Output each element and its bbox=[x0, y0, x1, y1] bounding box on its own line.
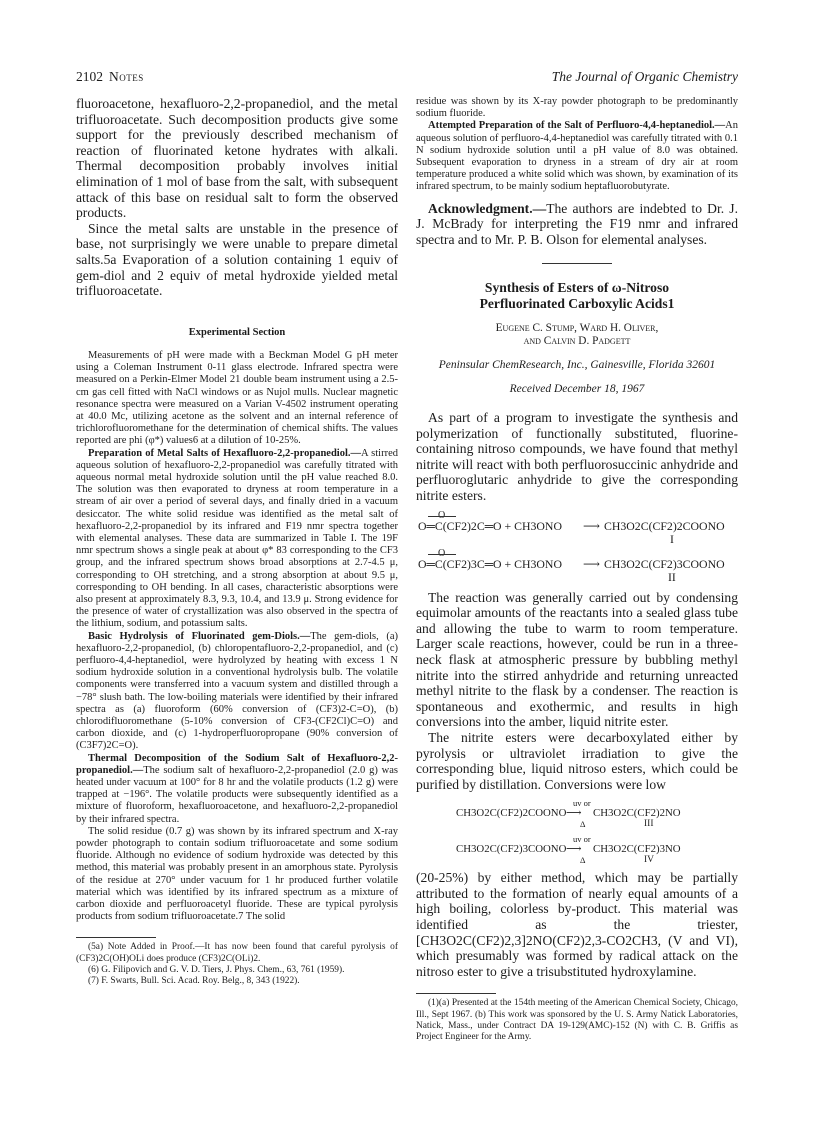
footnote-rule bbox=[416, 993, 496, 994]
body-paragraph-1: As part of a program to investigate the synthesis and polymerization of functionally substituted, fluorine-containing nitroso compounds, we have found that methyl nitrite will react with both perfluorosuccinic anhydride and perfluoroglutaric anhydride to give the corresponding nitrite esters. bbox=[416, 410, 738, 503]
footnote-5a: (5a) Note Added in Proof.—It has now been found that careful pyrolysis of (CF3)2C(OH)OLi does produce (CF3)2C(OLi)2. bbox=[76, 942, 398, 964]
reaction-arrow: ⟶ bbox=[583, 556, 600, 571]
arrow-condition-top: uv or bbox=[573, 798, 591, 809]
reactant: CH3O2C(CF2)3COONO bbox=[456, 843, 567, 856]
body-paragraph-3: The nitrite esters were decarboxylated either by pyrolysis or ultraviolet irradiation to give the corresponding blue, liquid nitroso esters, which could be purified by distillation. Conversions were low bbox=[416, 729, 738, 792]
footnote-rule bbox=[76, 937, 156, 938]
hydrolysis-paragraph: Basic Hydrolysis of Fluorinated gem-Diols.—The gem-diols, (a) hexafluoro-2,2-propanediol, (b) chloropentafluoro-2,2-propanediol, and (c) perfluoro-4,4-heptanediol, were hydrolyzed by heating with excess 1 N sodium hydroxide solution in a conventional hydrolysis bulb. The volatile components were transferred into a vacuum system and distilled through a −78° slush bath. The low-boiling materials were identified by their infrared spectra as (a) fluoroform (60% conversion of (CF3)2-C=O), (b) chlorodifluoromethane (5-10% conversion of CF3-(CF2Cl)C=O) and carbon dioxide, and (c) 1-hydroperfluoropropane (90% conversion of (C3F7)2C=O). bbox=[76, 630, 398, 752]
intro-paragraph-2: Since the metal salts are unstable in the presence of base, not surprisingly we were unable to prepare dimetal salts.5a Evaporation of a solution containing 1 equiv of gem-diol and 2 equiv of metal hydroxide yielded metal trifluoroacetate. bbox=[76, 220, 398, 299]
running-header bbox=[76, 69, 738, 89]
solid-residue-paragraph: The solid residue (0.7 g) was shown by its infrared spectrum and X-ray powder photograph to contain sodium trifluoroacetate and some sodium fluoride. Although no evidence of sodium hydroxide was detected by this method, this material was probably present in an amorphous state. Pyrolysis of the residue at 270° under vacuum for 1 hr produced further volatile material which was identified by its infrared spectrum as a mixture of carbon dioxide and perfluoroacetyl fluoride. These are typical pyrolysis products from sodium trifluoroacetate.7 The solid bbox=[76, 825, 398, 923]
reaction-arrow: ⟶ bbox=[566, 843, 582, 856]
thermal-title: Thermal Decomposition of the Sodium Salt of Hexafluoro-2,2-propanediol.— bbox=[76, 752, 398, 776]
arrow-condition-top: uv or bbox=[573, 834, 591, 845]
footnote-7: (7) F. Swarts, Bull. Sci. Acad. Roy. Belg., 8, 343 (1922). bbox=[88, 976, 300, 987]
footnote-6: (6) G. Filipovich and G. V. D. Tiers, J. Phys. Chem., 63, 761 (1959). bbox=[88, 964, 345, 975]
product: CH3O2C(CF2)3COONO bbox=[604, 556, 725, 571]
attempted-title: Attempted Preparation of the Salt of Perfluoro-4,4-heptanediol.— bbox=[428, 120, 726, 132]
compound-label: I bbox=[670, 531, 674, 546]
reactant: CH3O2C(CF2)2COONO bbox=[456, 807, 567, 820]
section-name: Notes bbox=[109, 69, 144, 84]
journal-title: The Journal of Organic Chemistry bbox=[551, 69, 738, 84]
reactants: O═C(CF2)2C═O + CH3ONO bbox=[418, 518, 562, 533]
continued-paragraph: residue was shown by its X-ray powder photograph to be predominantly sodium fluoride. bbox=[416, 96, 738, 120]
article-title: Synthesis of Esters of ω-Nitroso Perfluorinated Carboxylic Acids1 bbox=[479, 280, 675, 311]
compound-label: III bbox=[644, 819, 654, 830]
product: CH3O2C(CF2)2NO bbox=[593, 807, 681, 820]
acknowledgment: Acknowledgment.—The authors are indebted to Dr. J. J. McBrady for interpreting the F19 nmr and infrared spectra and to Mr. P. B. Olson for elemental analyses. bbox=[416, 200, 738, 247]
equation-4 bbox=[416, 832, 738, 870]
compound-label: IV bbox=[644, 855, 655, 866]
product: CH3O2C(CF2)3NO bbox=[593, 843, 681, 856]
body-paragraph-2: The reaction was generally carried out by condensing equimolar amounts of the reactants into a sealed glass tube and allowing the tube to warm to room temperature. Larger scale reactions, however, could be run in a three-neck flask at atmospheric pressure by bubbling methyl nitrite into the stirred anhydride and returning unreacted methyl nitrite to the flask by a condenser. The reaction is spontaneous and exothermic, and results in high conversions into the amber, liquid nitrite ester. bbox=[416, 589, 738, 730]
ring-oxygen: O bbox=[438, 547, 446, 559]
ring-bond bbox=[428, 516, 456, 517]
experimental-heading: Experimental Section bbox=[188, 326, 286, 338]
equation-1 bbox=[416, 510, 738, 546]
intro-paragraph-1: fluoroacetone, hexafluoro-2,2-propanediol, and the metal trifluoroacetate. Such decomposition products give some support for the previously described mechanism of reaction of fluorinated ketone hydrates with alkali. Thermal decomposition probably involves initial elimination of 1 mol of base from the salt, with subsequent attack of this base on residual salt to form the observed products. bbox=[76, 96, 398, 221]
experimental-paragraph: Measurements of pH were made with a Beckman Model G pH meter using a Coleman Instrument 0-11 glass electrode. Infrared spectra were measured on a Perkin-Elmer Model 21 double beam instrument using a 2.5-cm gas cell fitted with NaCl windows or as Nujol mulls. Nuclear magnetic resonance spectra were measured on a Varian V-4502 instrument operating at 40.0 Mc, utilizing acetone as the solvent and an internal reference of trichlorofluoromethane for the determination of chemical shifts. The values reported are phi (φ*) values6 at a dilution of 10-25%. bbox=[76, 349, 398, 447]
footnote-1: (1)(a) Presented at the 154th meeting of the American Chemical Society, Chicago, Ill., Sept 1967. (b) This work was sponsored by the U. S. Army Natick Laboratories, Natick, Mass., under Contract DA 19-129(AMC)-152 (N) with C. B. Griffis as Project Engineer for the Army. bbox=[416, 998, 738, 1043]
body-paragraph-4: (20-25%) by either method, which may be partially attributed to the formation of nearly equal amounts of a high boiling, colorless by-product. This material was identified as the triester, [CH3O2C(CF2)2,3]2NO(CF2)2,3-CO2CH3, (V and VI), which presumably was formed by radical attack on the nitroso ester to give a trisubstituted hydroxylamine. bbox=[416, 870, 738, 979]
product: CH3O2C(CF2)2COONO bbox=[604, 518, 725, 533]
equation-2 bbox=[416, 546, 738, 586]
left-column bbox=[76, 96, 398, 987]
equation-3 bbox=[416, 796, 738, 832]
preparation-paragraph: Preparation of Metal Salts of Hexafluoro-2,2-propanediol.—A stirred aqueous solution of hexafluoro-2,2-propanediol was carefully titrated with aqueous normal metal hydroxide solution until the pH value reached 8.0. The solution was then evaporated to dryness at room temperature in a stream of air over a period of several days, and finally dried in a vacuum desiccator. The white solid residue was identified as the metal salt of hexafluoro-2,2-propanediol by its infrared and F19 nmr spectra together with elemental analyses. These data are summarized in Table I. The 19F nmr spectrum shows a single peak at about φ* 83 corresponding to the CF3 group, and the infrared spectrum shows broad absorptions at 2.7-4.5 μ, corresponding to OH stretching, and a strong absorption at about 9.5 μ, corresponding to OH bending. In all cases, characteristic absorptions were also present at approximately 8.3, 9.3, 10.4, and 13.9 μ. Strong evidence for the presence of water of crystallization was also observed in the spectra of the lithium, sodium, and potassium salts. bbox=[76, 447, 398, 630]
ring-oxygen: O bbox=[438, 509, 446, 521]
reaction-arrow: ⟶ bbox=[583, 518, 600, 533]
ring-bond bbox=[428, 554, 456, 555]
received-date: Received December 18, 1967 bbox=[509, 383, 645, 395]
arrow-condition-bottom: Δ bbox=[580, 819, 586, 830]
arrow-condition-bottom: Δ bbox=[580, 855, 586, 866]
acknowledgment-title: Acknowledgment.— bbox=[428, 200, 547, 216]
right-column bbox=[416, 96, 738, 1043]
attempted-paragraph: Attempted Preparation of the Salt of Perfluoro-4,4-heptanediol.—An aqueous solution of perfluoro-4,4-heptanediol was carefully titrated with 0.1 N sodium hydroxide solution until a pH value of 8.0 was obtained. Subsequent evaporation to dryness in a stream of dry air at room temperature produced a white solid which was shown, by examination of its infrared spectrum, to be mainly sodium heptafluorobutyrate. bbox=[416, 120, 738, 193]
affiliation: Peninsular ChemResearch, Inc., Gainesville, Florida 32601 bbox=[438, 359, 716, 371]
page-number: 2102 Notes bbox=[76, 69, 144, 84]
reaction-arrow: ⟶ bbox=[566, 807, 582, 820]
thermal-paragraph: Thermal Decomposition of the Sodium Salt of Hexafluoro-2,2-propanediol.—The sodium salt of hexafluoro-2,2-propanediol (2.0 g) was heated under vacuum at 100° for 8 hr and the volatile products (1.2 g) were trapped at −196°. The volatile products were subsequently identified as a mixture of fluoroform, hexafluoroacetone, and hexafluoro-2,2-propanediol by their infrared spectra. bbox=[76, 752, 398, 825]
preparation-title: Preparation of Metal Salts of Hexafluoro-2,2-propanediol.— bbox=[88, 447, 362, 459]
compound-label: II bbox=[668, 569, 676, 584]
hydrolysis-title: Basic Hydrolysis of Fluorinated gem-Diols.— bbox=[88, 630, 311, 642]
authors: Eugene C. Stump, Ward H. Oliver, and Calvin D. Padgett bbox=[495, 321, 659, 347]
reactants: O═C(CF2)3C═O + CH3ONO bbox=[418, 556, 562, 571]
